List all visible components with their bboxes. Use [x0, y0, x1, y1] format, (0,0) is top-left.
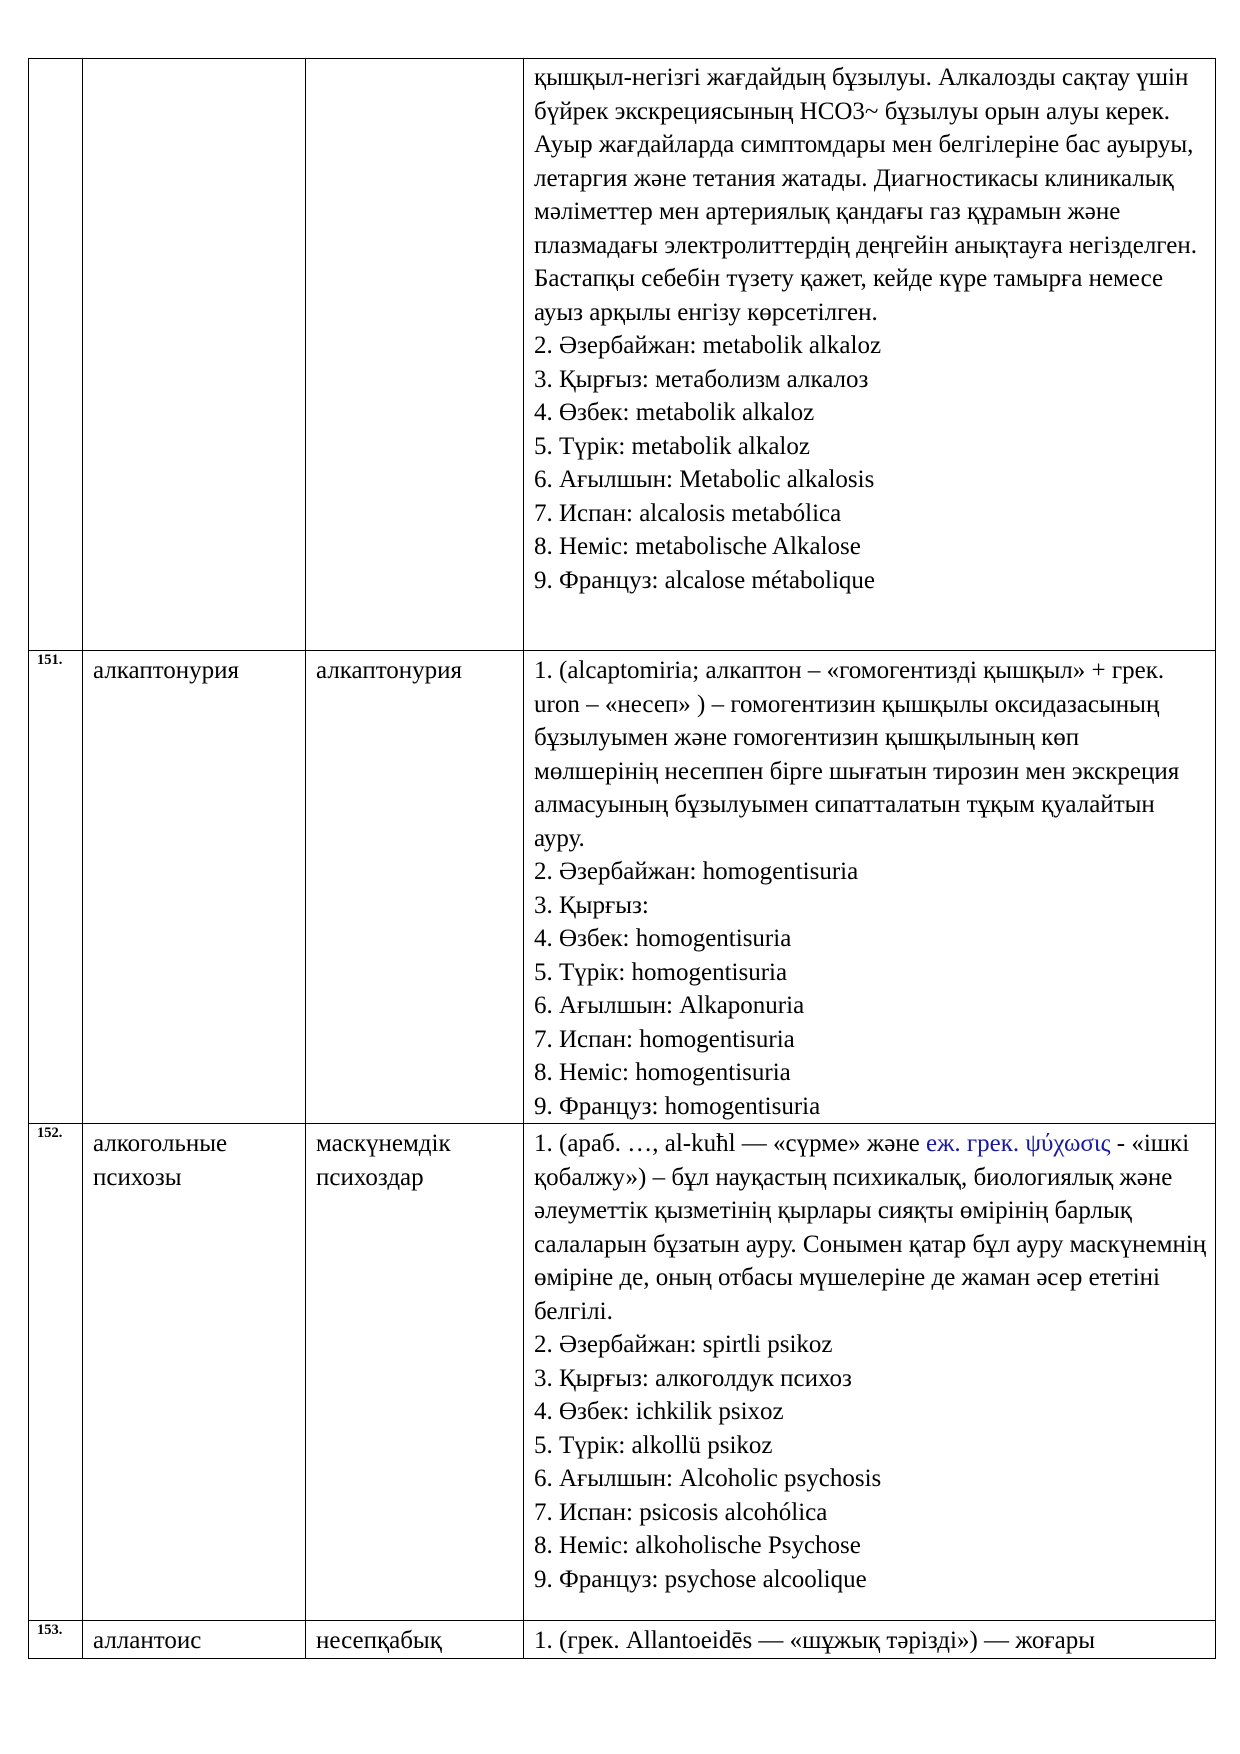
table-row [29, 651, 1216, 1124]
entry-number [29, 59, 83, 651]
translation-spanish: 7. Испан: homogentisuria [534, 1025, 795, 1053]
translation-spanish: 7. Испан: psicosis alcohólica [534, 1498, 828, 1526]
translation-german: 8. Неміс: homogentisuria [534, 1059, 791, 1086]
entry-number: 152. [29, 1124, 83, 1621]
entry-number: 153. [29, 1621, 83, 1659]
translation-english: 6. Ағылшын: Metabolic alkalosis [534, 466, 875, 493]
russian-term: аллантоис [83, 1621, 306, 1659]
table-row [29, 59, 1216, 651]
greek-term: еж. грек. ψύχωσις [926, 1130, 1111, 1157]
definition-cell [524, 1124, 1216, 1621]
translation-german: 8. Неміс: alkoholische Psychose [534, 1532, 861, 1559]
table-row [29, 1621, 1216, 1659]
translation-english: 6. Ағылшын: Alkaponuria [534, 992, 805, 1019]
entry-number: 151. [29, 651, 83, 1124]
definition-cell [524, 651, 1216, 1124]
translation-french: 9. Француз: psychose alcoolique [534, 1565, 867, 1593]
translation-uzbek: 4. Өзбек: ichkilik psixoz [534, 1398, 784, 1425]
translation-kyrgyz: 3. Қырғыз: алкоголдук психоз [534, 1364, 852, 1392]
translation-german: 8. Неміс: metabolische Alkalose [534, 533, 861, 560]
definition-text [534, 1127, 1207, 1328]
translation-spanish: 7. Испан: alcalosis metabólica [534, 499, 842, 527]
translation-azerbaijani: 2. Әзербайжан: spirtli psikoz [534, 1331, 833, 1358]
translation-kyrgyz: 3. Қырғыз: метаболизм алкалоз [534, 365, 869, 393]
translation-azerbaijani: 2. Әзербайжан: homogentisuria [534, 858, 859, 885]
translation-english: 6. Ағылшын: Alcoholic psychosis [534, 1465, 882, 1492]
definition-text: 1. (alcaptomiria; алкаптон – «гомогентизді қышқыл» + грек. uron – «несеп» ) – гомогентизин қышқылы оксидазасының бұзылуымен және гомогентизин қышқылының көп мөлшерінің несеппен бірге шығатын тирозин мен экскреция алмасуының бұзылуымен сипатталатын тұқым қуалайтын ауру. [534, 657, 1180, 852]
russian-term [83, 59, 306, 651]
definition-cell [524, 1621, 1216, 1659]
definition-text: қышқыл-негізгі жағдайдың бұзылуы. Алкалозды сақтау үшін бүйрек экскрециясының НСО3~ бұзылуы орын алуы керек. Ауыр жағдайларда симптомдары мен белгілеріне бас ауыруы, летаргия және тетания жатады. Диагностикасы клиникалық мәліметтер мен артериялық қандағы газ құрамын және плазмадағы электролиттердің деңгейін анықтауға негізделген. Бастапқы себебін түзету қажет, кейде күре тамырға немесе ауыз арқылы енгізу көрсетілген. [534, 64, 1197, 326]
translation-french: 9. Француз: alcalose métabolique [534, 566, 876, 594]
kazakh-term: несепқабық [306, 1621, 524, 1659]
translation-turkish: 5. Түрік: homogentisuria [534, 958, 788, 986]
russian-term: алкаптонурия [83, 651, 306, 1124]
translation-turkish: 5. Түрік: alkollü psikoz [534, 1431, 773, 1459]
translation-turkish: 5. Түрік: metabolik alkaloz [534, 432, 810, 460]
kazakh-term: маскүнемдік психоздар [306, 1124, 524, 1621]
dictionary-page [28, 58, 1215, 1659]
terms-table [28, 58, 1216, 1659]
translation-uzbek: 4. Өзбек: metabolik alkaloz [534, 399, 815, 426]
kazakh-term [306, 59, 524, 651]
table-row [29, 1124, 1216, 1621]
translation-uzbek: 4. Өзбек: homogentisuria [534, 925, 792, 952]
russian-term: алкогольные психозы [83, 1124, 306, 1621]
translation-azerbaijani: 2. Әзербайжан: metabolik alkaloz [534, 332, 882, 359]
definition-part: - «ішкі қобалжу») – бұл науқастың психикалық, биологиялық және әлеуметтік қызметінің қырлары сияқты өмірінің барлық салаларын бұзатын ауру. Сонымен қатар бұл ауру маскүнемнің өміріне де, оның отбасы мүшелеріне де жаман әсер ететіні белгілі. [534, 1130, 1207, 1325]
translation-french: 9. Француз: homogentisuria [534, 1092, 821, 1120]
translation-kyrgyz: 3. Қырғыз: [534, 891, 649, 919]
definition-part: 1. (араб. …, al-kuħl — «сүрме» және [534, 1130, 927, 1157]
definition-cell [524, 59, 1216, 651]
definition-text: 1. (грек. Allantoeidēs — «шұжық тәрізді») — жоғары [534, 1627, 1096, 1654]
kazakh-term: алкаптонурия [306, 651, 524, 1124]
